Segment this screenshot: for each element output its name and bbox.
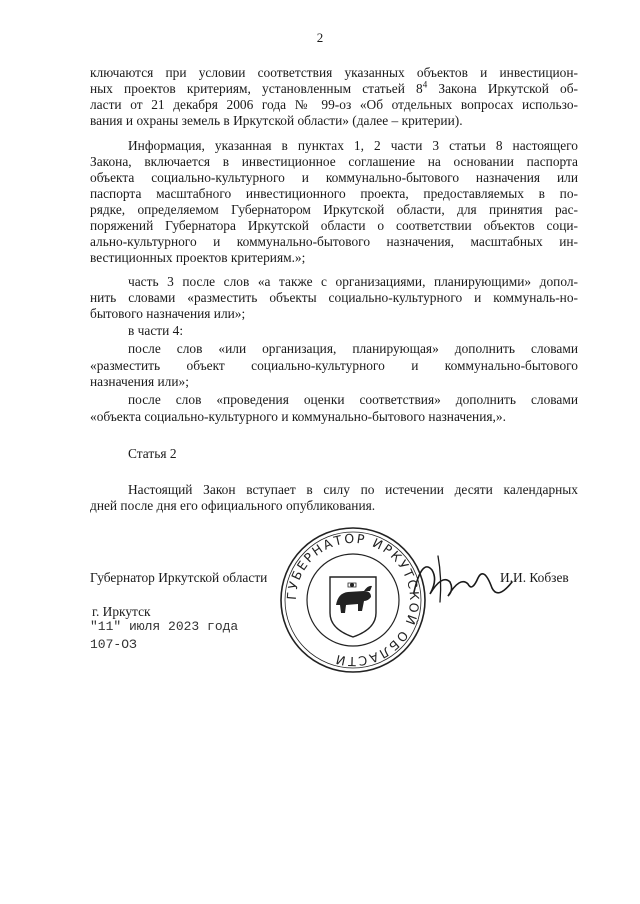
article-heading: Статья 2 — [128, 446, 177, 461]
body-line: паспорта масштабного инвестиционного проекта, предоставляемых в по- — [90, 186, 578, 201]
body-line: после слов «проведения оценки соответствия» дополнить словами — [128, 392, 578, 407]
page-number: 2 — [316, 30, 324, 45]
body-line: объекта социально-культурного и коммунально-бытового назначения или — [90, 170, 578, 185]
official-seal — [278, 525, 428, 675]
law-number: 107-ОЗ — [90, 637, 137, 652]
body-line: ключаются при условии соответствия указанных объектов и инвестицион- — [90, 65, 578, 80]
body-line: назначения или»; — [90, 374, 189, 389]
body-line: поряжений Губернатора Иркутской области о соответствии объектов соци- — [90, 218, 578, 233]
body-line: бытового назначения или»; — [90, 306, 246, 321]
body-line: «объекта социально-культурного и коммунально-бытового назначения,». — [90, 409, 506, 424]
body-line: рядке, определяемом Губернатором Иркутской области, для принятия рас- — [90, 202, 578, 217]
body-line: дней после дня его официального опубликования. — [90, 498, 376, 513]
body-line: ально-культурного и коммунально-бытового назначения, масштабных ин- — [90, 234, 578, 249]
body-line: «разместить объект социально-культурного и коммунально-бытового — [90, 358, 578, 373]
body-line: часть 3 после слов «а также с организациями, планирующими» допол- — [128, 274, 578, 289]
body-line: после слов «или организация, планирующая» дополнить словами — [128, 341, 578, 356]
body-line: Закона, включается в инвестиционное соглашение на основании паспорта — [90, 154, 578, 169]
body-line: ласти от 21 декабря 2006 года № 99-оз «Об отдельных вопросах использо- — [90, 97, 578, 112]
signatory-position: Губернатор Иркутской области — [90, 570, 268, 585]
place-of-signing: г. Иркутск — [92, 604, 151, 619]
superscript-4: 4 — [422, 79, 428, 90]
signatory-name: И.И. Кобзев — [500, 570, 569, 585]
law-date: "11" июля 2023 года — [90, 619, 239, 634]
body-line: нить словами «разместить объекты социально-культурного и коммуналь-но- — [90, 290, 578, 305]
body-line: Настоящий Закон вступает в силу по истечении десяти календарных — [128, 482, 578, 497]
body-line: Информация, указанная в пунктах 1, 2 части 3 статьи 8 настоящего — [128, 138, 578, 153]
body-line: вания и охраны земель в Иркутской области» (далее – критерии). — [90, 113, 463, 128]
seal-text: ГУБЕРНАТОР ИРКУТСКОЙ ОБЛАСТИ — [283, 530, 423, 670]
body-line: в части 4: — [128, 323, 184, 338]
body-line: вестиционных проектов критериям.»; — [90, 250, 306, 265]
body-line: ных проектов критериям, установленным статьей $8^4$ Закона Иркутской об- — [90, 79, 578, 96]
